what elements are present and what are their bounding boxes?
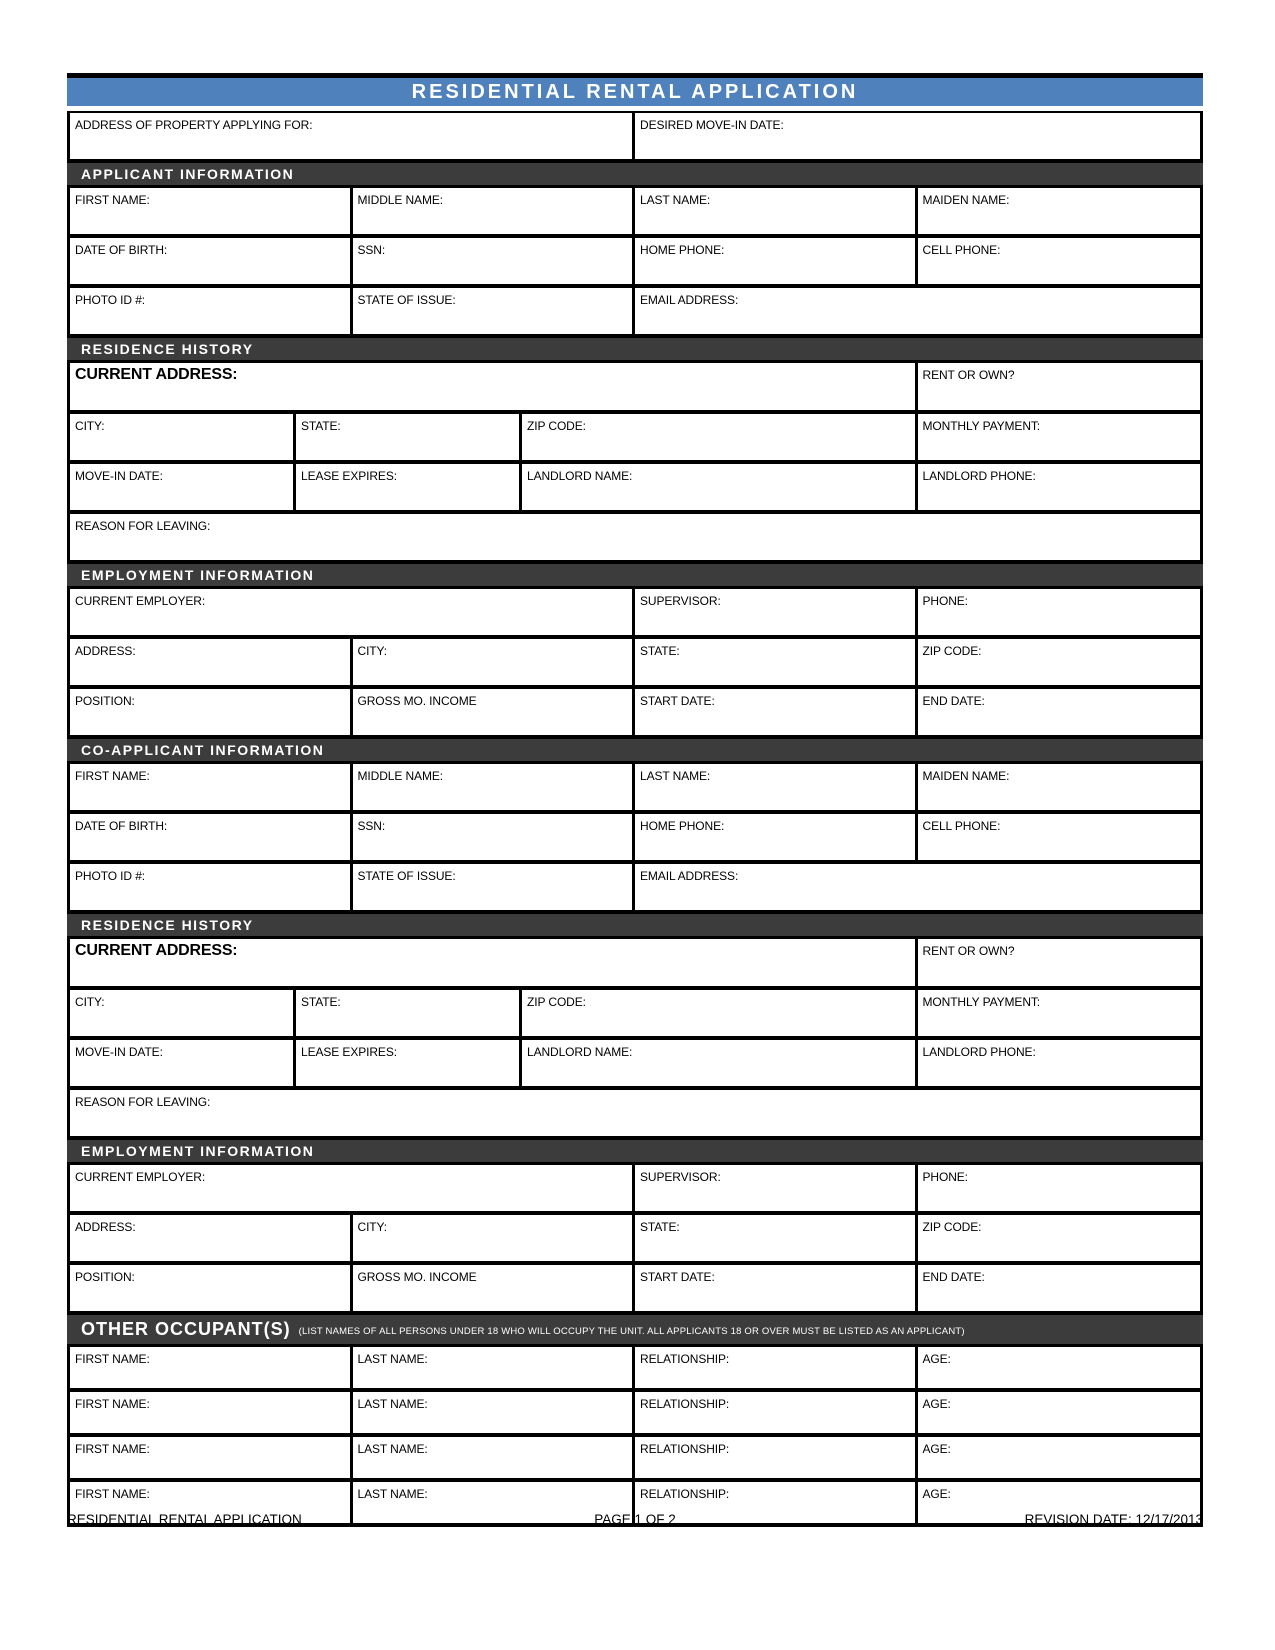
- city-label: CITY:: [357, 1220, 388, 1234]
- field-home-phone[interactable]: [635, 238, 918, 284]
- section-co-employment-information: [67, 1140, 1203, 1165]
- field-gross-income[interactable]: [353, 689, 636, 735]
- field-city[interactable]: [70, 414, 296, 460]
- cell-phone-label: CELL PHONE:: [922, 819, 1001, 833]
- field-email-address[interactable]: [635, 288, 1200, 334]
- row-co-movein-landlord: [67, 1040, 1203, 1090]
- end-date-label: END DATE:: [922, 1270, 985, 1284]
- current-address-label: CURRENT ADDRESS:: [75, 366, 238, 383]
- date-of-birth-label: DATE OF BIRTH:: [75, 243, 168, 257]
- applicant-information-heading: APPLICANT INFORMATION: [81, 166, 295, 182]
- section-co-residence-history: [67, 914, 1203, 939]
- field-current-address[interactable]: [70, 363, 918, 410]
- zip-code-label: ZIP CODE:: [922, 644, 982, 658]
- field-desired-move-in-date[interactable]: [635, 113, 1200, 159]
- gross-income-label: GROSS MO. INCOME: [357, 694, 477, 708]
- zip-code-label: ZIP CODE:: [922, 1220, 982, 1234]
- co-applicant-information-heading: CO-APPLICANT INFORMATION: [81, 742, 325, 758]
- field-employer-state[interactable]: [635, 639, 918, 685]
- state-label: STATE:: [640, 644, 680, 658]
- employment-information-heading: EMPLOYMENT INFORMATION: [81, 567, 315, 583]
- position-label: POSITION:: [75, 1270, 135, 1284]
- field-co-monthly-payment[interactable]: [918, 990, 1201, 1036]
- field-co-city[interactable]: [70, 990, 296, 1036]
- lease-expires-label: LEASE EXPIRES:: [301, 1045, 397, 1059]
- row-co-city-state-zip: [67, 990, 1203, 1040]
- first-name-label: FIRST NAME:: [75, 1352, 150, 1366]
- field-current-employer[interactable]: [70, 589, 635, 635]
- field-cell-phone[interactable]: [918, 238, 1201, 284]
- field-monthly-payment[interactable]: [918, 414, 1201, 460]
- first-name-label: FIRST NAME:: [75, 1442, 150, 1456]
- lease-expires-label: LEASE EXPIRES:: [301, 469, 397, 483]
- last-name-label: LAST NAME:: [357, 1487, 428, 1501]
- row-applicant-names: [67, 188, 1203, 238]
- first-name-label: FIRST NAME:: [75, 1397, 150, 1411]
- cell-phone-label: CELL PHONE:: [922, 243, 1001, 257]
- field-occupant1-age[interactable]: [918, 1347, 1201, 1388]
- field-date-of-birth[interactable]: [70, 238, 353, 284]
- row-movein-landlord: [67, 464, 1203, 514]
- rental-application-form: [67, 73, 1203, 1527]
- row-employer: [67, 589, 1203, 639]
- field-occupant1-last-name[interactable]: [353, 1347, 636, 1388]
- end-date-label: END DATE:: [922, 694, 985, 708]
- field-co-first-name[interactable]: [70, 764, 353, 810]
- field-move-in-date[interactable]: [70, 464, 296, 510]
- landlord-phone-label: LANDLORD PHONE:: [922, 469, 1036, 483]
- field-co-supervisor[interactable]: [635, 1165, 918, 1211]
- move-in-date-label: MOVE-IN DATE:: [75, 1045, 163, 1059]
- field-co-state-of-issue[interactable]: [353, 864, 636, 910]
- reason-for-leaving-label: REASON FOR LEAVING:: [75, 1095, 211, 1109]
- row-applicant-dob-phones: [67, 238, 1203, 288]
- city-label: CITY:: [75, 995, 105, 1009]
- field-employer-zip[interactable]: [918, 639, 1201, 685]
- last-name-label: LAST NAME:: [357, 1352, 428, 1366]
- field-occupant2-last-name[interactable]: [353, 1392, 636, 1433]
- state-of-issue-label: STATE OF ISSUE:: [357, 869, 456, 883]
- first-name-label: FIRST NAME:: [75, 193, 150, 207]
- current-address-label: CURRENT ADDRESS:: [75, 942, 238, 959]
- residence-history-heading: RESIDENCE HISTORY: [81, 917, 254, 933]
- section-other-occupants: [67, 1315, 1203, 1347]
- row-reason-for-leaving: [67, 514, 1203, 564]
- field-photo-id[interactable]: [70, 288, 353, 334]
- field-co-current-employer[interactable]: [70, 1165, 635, 1211]
- section-applicant-information: [67, 163, 1203, 188]
- field-occupant3-age[interactable]: [918, 1437, 1201, 1478]
- field-co-move-in-date[interactable]: [70, 1040, 296, 1086]
- relationship-label: RELATIONSHIP:: [640, 1397, 730, 1411]
- field-co-employer-zip[interactable]: [918, 1215, 1201, 1261]
- field-employer-city[interactable]: [353, 639, 636, 685]
- field-co-end-date[interactable]: [918, 1265, 1201, 1311]
- field-co-reason-for-leaving[interactable]: [70, 1090, 1200, 1136]
- city-label: CITY:: [357, 644, 388, 658]
- ssn-label: SSN:: [357, 243, 386, 257]
- email-address-label: EMAIL ADDRESS:: [640, 869, 739, 883]
- field-state-of-issue[interactable]: [353, 288, 636, 334]
- field-middle-name[interactable]: [353, 188, 636, 234]
- field-co-home-phone[interactable]: [635, 814, 918, 860]
- form-title-bar: [67, 73, 1203, 106]
- field-co-employer-street[interactable]: [70, 1215, 353, 1261]
- relationship-label: RELATIONSHIP:: [640, 1352, 730, 1366]
- row-co-applicant-id-email: [67, 864, 1203, 914]
- row-co-employer: [67, 1165, 1203, 1215]
- field-co-lease-expires[interactable]: [296, 1040, 522, 1086]
- first-name-label: FIRST NAME:: [75, 769, 150, 783]
- field-occupant1-relationship[interactable]: [635, 1347, 918, 1388]
- footer-document-title: RESIDENTIAL RENTAL APPLICATION: [67, 1512, 302, 1527]
- property-address-label: ADDRESS OF PROPERTY APPLYING FOR:: [75, 118, 313, 132]
- state-label: STATE:: [640, 1220, 680, 1234]
- field-co-last-name[interactable]: [635, 764, 918, 810]
- rent-or-own-label: RENT OR OWN?: [922, 368, 1015, 382]
- row-current-address: [67, 363, 1203, 414]
- footer-page-number: PAGE 1 OF 2: [594, 1512, 676, 1527]
- field-occupant3-relationship[interactable]: [635, 1437, 918, 1478]
- desired-move-in-label: DESIRED MOVE-IN DATE:: [640, 118, 784, 132]
- last-name-label: LAST NAME:: [357, 1397, 428, 1411]
- age-label: AGE:: [922, 1397, 951, 1411]
- section-residence-history: [67, 338, 1203, 363]
- field-reason-for-leaving[interactable]: [70, 514, 1200, 560]
- zip-code-label: ZIP CODE:: [527, 995, 586, 1009]
- age-label: AGE:: [922, 1487, 951, 1501]
- row-co-applicant-dob-phones: [67, 814, 1203, 864]
- row-co-applicant-names: [67, 764, 1203, 814]
- last-name-label: LAST NAME:: [640, 769, 711, 783]
- middle-name-label: MIDDLE NAME:: [357, 193, 443, 207]
- field-co-maiden-name[interactable]: [918, 764, 1201, 810]
- field-co-current-address[interactable]: [70, 939, 918, 986]
- email-address-label: EMAIL ADDRESS:: [640, 293, 739, 307]
- row-position-income: [67, 689, 1203, 739]
- ssn-label: SSN:: [357, 819, 386, 833]
- rent-or-own-label: RENT OR OWN?: [922, 944, 1015, 958]
- monthly-payment-label: MONTHLY PAYMENT:: [922, 419, 1041, 433]
- field-state[interactable]: [296, 414, 522, 460]
- zip-code-label: ZIP CODE:: [527, 419, 586, 433]
- employment-information-heading: EMPLOYMENT INFORMATION: [81, 1143, 315, 1159]
- field-property-address[interactable]: [70, 113, 635, 159]
- field-occupant1-first-name[interactable]: [70, 1347, 353, 1388]
- field-co-zip-code[interactable]: [522, 990, 918, 1036]
- address-label: ADDRESS:: [75, 644, 136, 658]
- age-label: AGE:: [922, 1442, 951, 1456]
- photo-id-label: PHOTO ID #:: [75, 869, 146, 883]
- row-property: [67, 111, 1203, 163]
- field-occupant2-relationship[interactable]: [635, 1392, 918, 1433]
- field-co-email-address[interactable]: [635, 864, 1200, 910]
- date-of-birth-label: DATE OF BIRTH:: [75, 819, 168, 833]
- field-co-cell-phone[interactable]: [918, 814, 1201, 860]
- field-last-name[interactable]: [635, 188, 918, 234]
- field-co-ssn[interactable]: [353, 814, 636, 860]
- row-co-position-income: [67, 1265, 1203, 1315]
- row-employer-address: [67, 639, 1203, 689]
- field-co-photo-id[interactable]: [70, 864, 353, 910]
- field-co-date-of-birth[interactable]: [70, 814, 353, 860]
- first-name-label: FIRST NAME:: [75, 1487, 150, 1501]
- section-employment-information: [67, 564, 1203, 589]
- state-label: STATE:: [301, 995, 341, 1009]
- phone-label: PHONE:: [922, 1170, 968, 1184]
- landlord-name-label: LANDLORD NAME:: [527, 469, 633, 483]
- field-supervisor[interactable]: [635, 589, 918, 635]
- row-co-current-address: [67, 939, 1203, 990]
- relationship-label: RELATIONSHIP:: [640, 1487, 730, 1501]
- field-co-state[interactable]: [296, 990, 522, 1036]
- supervisor-label: SUPERVISOR:: [640, 1170, 721, 1184]
- phone-label: PHONE:: [922, 594, 968, 608]
- field-ssn[interactable]: [353, 238, 636, 284]
- row-city-state-zip: [67, 414, 1203, 464]
- field-lease-expires[interactable]: [296, 464, 522, 510]
- home-phone-label: HOME PHONE:: [640, 819, 725, 833]
- field-start-date[interactable]: [635, 689, 918, 735]
- field-co-landlord-phone[interactable]: [918, 1040, 1201, 1086]
- field-co-position[interactable]: [70, 1265, 353, 1311]
- field-co-rent-or-own[interactable]: [918, 939, 1201, 986]
- field-co-start-date[interactable]: [635, 1265, 918, 1311]
- section-co-applicant-information: [67, 739, 1203, 764]
- gross-income-label: GROSS MO. INCOME: [357, 1270, 477, 1284]
- current-employer-label: CURRENT EMPLOYER:: [75, 594, 206, 608]
- page-footer: [67, 1512, 1203, 1527]
- age-label: AGE:: [922, 1352, 951, 1366]
- field-employer-street[interactable]: [70, 639, 353, 685]
- relationship-label: RELATIONSHIP:: [640, 1442, 730, 1456]
- field-employer-phone[interactable]: [918, 589, 1201, 635]
- field-first-name[interactable]: [70, 188, 353, 234]
- city-label: CITY:: [75, 419, 105, 433]
- field-co-employer-city[interactable]: [353, 1215, 636, 1261]
- reason-for-leaving-label: REASON FOR LEAVING:: [75, 519, 211, 533]
- move-in-date-label: MOVE-IN DATE:: [75, 469, 163, 483]
- field-co-landlord-name[interactable]: [522, 1040, 918, 1086]
- row-occupant-3: [67, 1437, 1203, 1482]
- field-co-middle-name[interactable]: [353, 764, 636, 810]
- other-occupants-heading: OTHER OCCUPANT(S): [81, 1319, 291, 1339]
- position-label: POSITION:: [75, 694, 135, 708]
- row-applicant-id-email: [67, 288, 1203, 338]
- field-zip-code[interactable]: [522, 414, 918, 460]
- field-occupant3-first-name[interactable]: [70, 1437, 353, 1478]
- residence-history-heading: RESIDENCE HISTORY: [81, 341, 254, 357]
- start-date-label: START DATE:: [640, 1270, 715, 1284]
- landlord-name-label: LANDLORD NAME:: [527, 1045, 633, 1059]
- form-title: RESIDENTIAL RENTAL APPLICATION: [411, 80, 859, 103]
- maiden-name-label: MAIDEN NAME:: [922, 769, 1010, 783]
- field-landlord-name[interactable]: [522, 464, 918, 510]
- supervisor-label: SUPERVISOR:: [640, 594, 721, 608]
- field-occupant2-first-name[interactable]: [70, 1392, 353, 1433]
- field-co-gross-income[interactable]: [353, 1265, 636, 1311]
- row-co-employer-address: [67, 1215, 1203, 1265]
- state-of-issue-label: STATE OF ISSUE:: [357, 293, 456, 307]
- field-end-date[interactable]: [918, 689, 1201, 735]
- home-phone-label: HOME PHONE:: [640, 243, 725, 257]
- row-occupant-2: [67, 1392, 1203, 1437]
- landlord-phone-label: LANDLORD PHONE:: [922, 1045, 1036, 1059]
- field-rent-or-own[interactable]: [918, 363, 1201, 410]
- start-date-label: START DATE:: [640, 694, 715, 708]
- state-label: STATE:: [301, 419, 341, 433]
- field-co-employer-phone[interactable]: [918, 1165, 1201, 1211]
- address-label: ADDRESS:: [75, 1220, 136, 1234]
- other-occupants-note: (LIST NAMES OF ALL PERSONS UNDER 18 WHO WILL OCCUPY THE UNIT. ALL APPLICANTS 18 OR OVER MUST BE LISTED AS AN APPLICANT): [298, 1326, 965, 1337]
- field-occupant3-last-name[interactable]: [353, 1437, 636, 1478]
- monthly-payment-label: MONTHLY PAYMENT:: [922, 995, 1041, 1009]
- footer-revision-date: REVISION DATE: 12/17/2013: [1024, 1512, 1204, 1527]
- last-name-label: LAST NAME:: [357, 1442, 428, 1456]
- row-occupant-1: [67, 1347, 1203, 1392]
- last-name-label: LAST NAME:: [640, 193, 711, 207]
- field-occupant2-age[interactable]: [918, 1392, 1201, 1433]
- photo-id-label: PHOTO ID #:: [75, 293, 146, 307]
- field-landlord-phone[interactable]: [918, 464, 1201, 510]
- current-employer-label: CURRENT EMPLOYER:: [75, 1170, 206, 1184]
- middle-name-label: MIDDLE NAME:: [357, 769, 443, 783]
- field-co-employer-state[interactable]: [635, 1215, 918, 1261]
- field-maiden-name[interactable]: [918, 188, 1201, 234]
- maiden-name-label: MAIDEN NAME:: [922, 193, 1010, 207]
- row-co-reason-for-leaving: [67, 1090, 1203, 1140]
- field-position[interactable]: [70, 689, 353, 735]
